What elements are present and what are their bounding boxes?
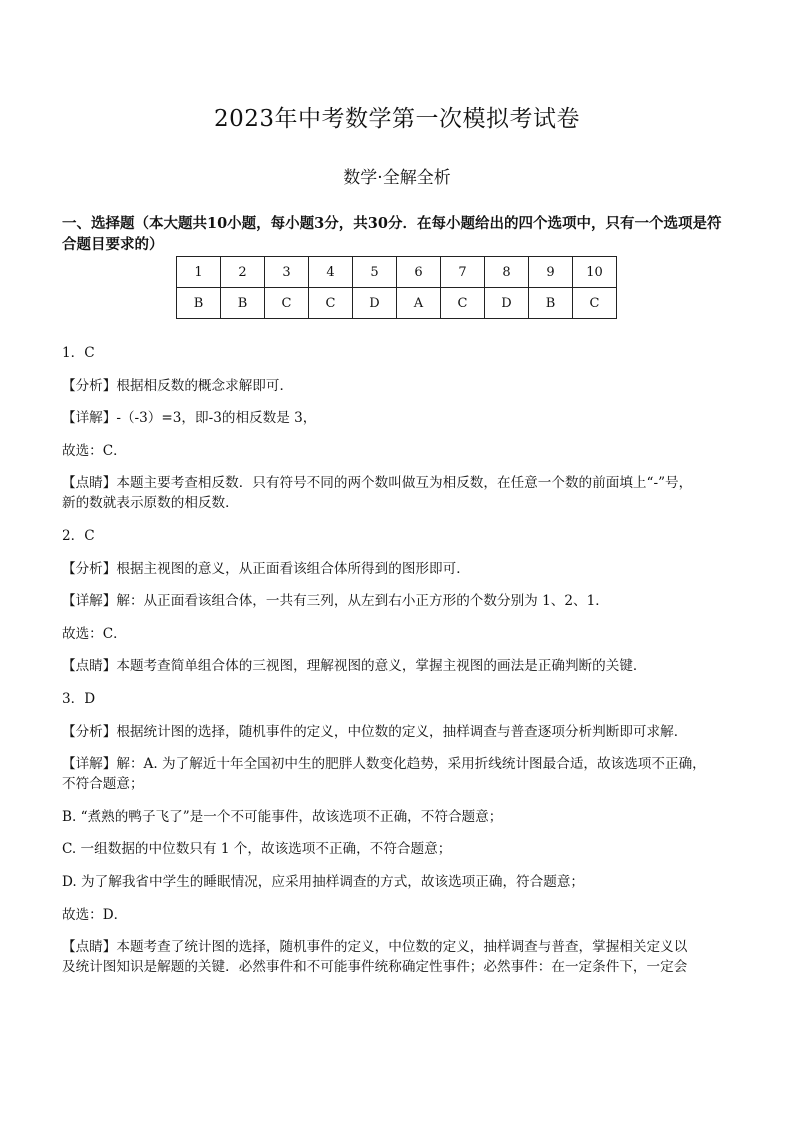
question-number-cell: 3: [265, 257, 309, 288]
answer-table-number-row: [177, 257, 617, 288]
answer-cell: C: [265, 288, 309, 319]
analysis-q1: 【分析】根据相反数的概念求解即可．: [62, 377, 294, 394]
option-d-q3: D. 为了解我省中学生的睡眠情况，应采用抽样调查的方式，故该选项正确，符合题意；: [62, 873, 585, 890]
answer-cell: A: [397, 288, 441, 319]
question-number-cell: 10: [573, 257, 617, 288]
section-heading: 一、选择题（本大题共10小题，每小题3分，共30分．在每小题给出的四个选项中，只有一个选项是符合题目要求的）: [62, 215, 722, 253]
analysis-q3: 【分析】根据统计图的选择，随机事件的定义，中位数的定义，抽样调查与普查逐项分析判断即可求解．: [62, 723, 688, 740]
option-b-q3: B. “煮熟的鸭子飞了”是一个不可能事件，故该选项不正确，不符合题意；: [62, 808, 503, 825]
question-number-cell: 8: [485, 257, 529, 288]
question-number-cell: 2: [221, 257, 265, 288]
option-c-q3: C. 一组数据的中位数只有 1 个，故该选项不正确，不符合题意；: [62, 841, 452, 858]
answer-table-answer-row: [177, 288, 617, 319]
choice-q2: 故选：C．: [62, 625, 127, 642]
comment-q3-continued: 及统计图知识是解题的关键．必然事件和不可能事件统称确定性事件；必然事件：在一定条件下，一定会: [62, 959, 688, 976]
detail-q3-continued: 不符合题意；: [62, 776, 144, 793]
page-subtitle: 数学·全解全析: [343, 168, 451, 188]
answer-cell: B: [221, 288, 265, 319]
answer-cell: C: [441, 288, 485, 319]
comment-q2: 【点睛】本题考查简单组合体的三视图，理解视图的意义，掌握主视图的画法是正确判断的关键．: [62, 658, 647, 675]
comment-q3: 【点睛】本题考查了统计图的选择，随机事件的定义，中位数的定义，抽样调查与普查，掌握相关定义以: [62, 939, 688, 956]
choice-q3: 故选：D．: [62, 906, 128, 923]
answer-cell: D: [485, 288, 529, 319]
answer-cell: C: [309, 288, 353, 319]
comment-q1: 【点睛】本题主要考查相反数．只有符号不同的两个数叫做互为相反数，在任意一个数的前面填上“-”号，: [62, 475, 693, 492]
question-number-cell: 4: [309, 257, 353, 288]
question-number-cell: 9: [529, 257, 573, 288]
question-number-cell: 7: [441, 257, 485, 288]
answer-cell: B: [529, 288, 573, 319]
choice-q1: 故选：C．: [62, 442, 127, 459]
answer-label-q2: 2．C: [62, 527, 95, 544]
answer-label-q1: 1．C: [62, 345, 95, 361]
question-number-cell: 5: [353, 257, 397, 288]
analysis-q2: 【分析】根据主视图的意义，从正面看该组合体所得到的图形即可．: [62, 560, 470, 577]
question-number-cell: 1: [177, 257, 221, 288]
question-number-cell: 6: [397, 257, 441, 288]
detail-q3: 【详解】解：A. 为了解近十年全国初中生的肥胖人数变化趋势，采用折线统计图最合适，故该选项不正确，: [62, 756, 706, 773]
detail-q1: 【详解】-（-3）=3，即-3的相反数是 3，: [62, 410, 317, 427]
comment-q1-continued: 新的数就表示原数的相反数．: [62, 495, 239, 512]
answer-cell: C: [573, 288, 617, 319]
answer-cell: B: [177, 288, 221, 319]
answer-cell: D: [353, 288, 397, 319]
solutions-body: [62, 343, 734, 990]
page-title: 2023年中考数学第一次模拟考试卷: [213, 106, 581, 132]
answer-label-q3: 3．D: [62, 690, 96, 707]
detail-q2: 【详解】解：从正面看该组合体，一共有三列，从左到右小正方形的个数分别为 1、2、1．: [62, 593, 609, 610]
answer-table: [176, 256, 617, 319]
